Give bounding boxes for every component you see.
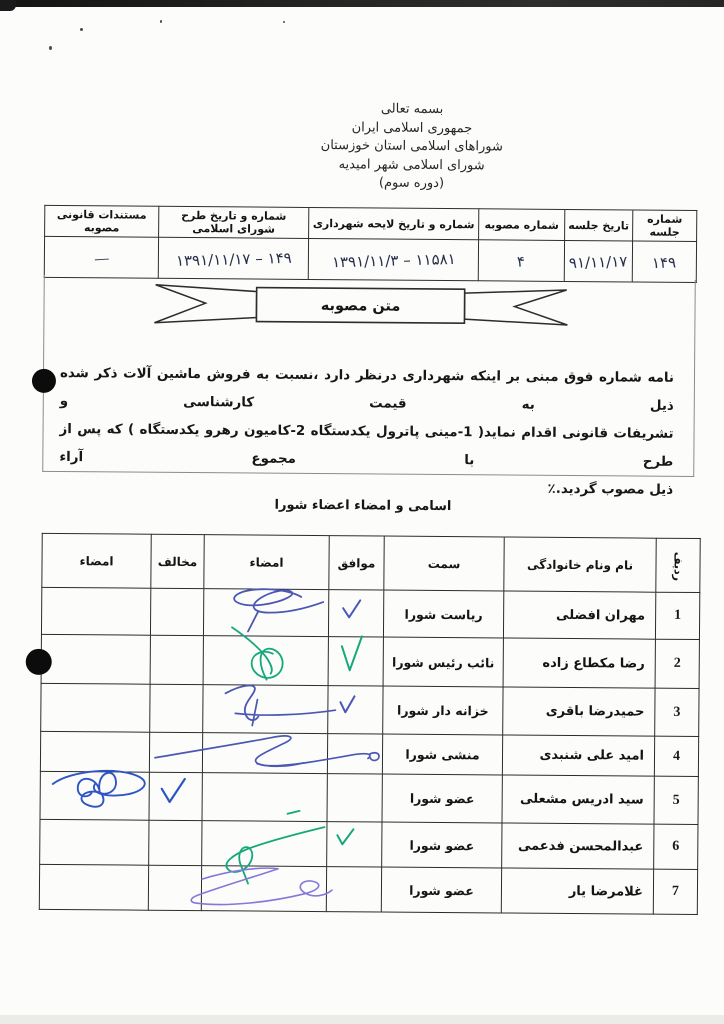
signature-disagree-cell [41,683,150,732]
letterhead-province-councils: شوراهای اسلامی استان خوزستان [320,138,503,155]
member-row-1 [41,587,699,639]
ribbon-left-tail [154,285,256,324]
member-position: عضو شورا [382,774,502,823]
members-signature-table [39,533,701,915]
header-disagree: مخالف [151,534,204,588]
member-position: عضو شورا [381,867,501,913]
header-full-name: نام ونام خانوادگی [504,537,656,592]
member-row-5 [40,771,698,824]
row-number: 5 [654,776,698,824]
member-row-6 [40,819,698,869]
handwritten-bill-no-date: ۱۱۵۸۱ – ۱۳۹۱/۱۱/۳ [331,249,456,271]
signature-disagree-cell [41,634,150,684]
member-position: منشی شورا [382,734,502,775]
header-signature-disagree: امضاء [42,533,151,588]
member-row-4 [40,731,698,776]
signature-disagree-cell [39,864,148,910]
agree-cell [328,686,383,734]
signature-disagree-cell [40,819,149,865]
agree-cell [327,774,382,822]
handwritten-plan-no-date: ۱۴۹ – ۱۳۹۱/۱۱/۱۷ [175,248,292,270]
signature-table-header-row [42,533,700,592]
member-name: مهران افضلی [503,591,655,639]
header-agree: موافق [329,536,384,590]
member-row-2 [41,634,699,688]
disagree-cell [150,635,203,684]
agree-cell [327,734,382,774]
resolution-title: متن مصوبه [320,298,401,315]
letterhead-city-council: شورای اسلامی شهر امیدیه [338,156,485,173]
header-signature-agree: امضاء [204,535,329,590]
disagree-cell [150,684,203,732]
signature-agree-cell [201,866,326,912]
disagree-cell [150,588,203,635]
member-name: رضا مکطاع زاده [503,638,655,688]
details-value-resolution-no [478,240,564,282]
resolution-text [59,360,674,505]
disagree-cell [148,865,201,910]
signature-disagree-cell [40,771,149,820]
signature-agree-cell [203,685,328,734]
member-position: ریاست شورا [383,590,503,638]
details-header-bill-no-date: شماره و تاریخ لایحه شهرداری [309,207,479,239]
handwritten-resolution-no: ۴ [517,252,526,271]
signatures-section-title: اسامی و امضاء اعضاء شورا [274,497,452,515]
details-header-session-no: شماره جلسه [633,210,697,242]
details-header-resolution-no: شماره مصوبه [479,209,565,241]
handwritten-session-date: ۹۱/۱۱/۱۷ [568,251,628,272]
row-number: 3 [655,688,699,736]
member-position: عضو شورا [382,822,502,868]
details-header-legal-docs: مستندات قانونی مصوبه [45,205,159,237]
member-name: غلامرضا یار [501,868,653,914]
signature-agree-cell [202,733,327,774]
resolution-text-line-2: تشریفات قانونی اقدام نماید( 1-مینی پاترول یکدستگاه 2-کامیون رهرو یکدستگاه ) که پس از طرح با مجموع آراء [59,422,674,470]
row-number: 7 [653,869,697,914]
details-header-plan-no-date: شماره و تاریخ طرح شورای اسلامی [159,206,309,238]
details-value-session-no [632,241,696,283]
agree-cell [328,637,383,686]
member-position: نائب رئیس شورا [383,637,503,687]
session-details-table [44,205,698,283]
member-name: سید ادریس مشعلی [502,775,654,824]
signature-agree-cell [202,773,327,822]
member-position: خزانه دار شورا [383,686,503,735]
member-name: عبدالمحسن فدعمی [502,823,654,869]
member-row-7 [39,864,697,914]
member-name: امید علی شنبدی [502,735,654,776]
details-header-row [45,205,697,241]
disagree-cell [149,732,202,772]
agree-cell [326,867,381,912]
letterhead-term: (دوره سوم) [378,175,445,192]
row-number: 1 [655,592,699,639]
letterhead [99,98,724,195]
signature-disagree-cell [40,731,149,772]
row-number: 4 [654,736,698,776]
resolution-text-line-3: ذیل مصوب گردید.٪ [547,481,674,498]
details-value-bill-no-date [308,238,478,280]
details-header-session-date: تاریخ جلسه [565,209,633,241]
signature-agree-cell [203,589,328,637]
member-row-3 [41,683,699,736]
row-number: 2 [655,639,699,688]
member-name: حمیدرضا باقری [503,687,655,736]
details-value-legal-docs [44,236,158,278]
disagree-cell [149,772,202,820]
disagree-cell [149,820,202,865]
handwritten-dash: ― [93,250,109,268]
resolution-text-line-1: نامه شماره فوق مبنی بر اینکه شهرداری درنظر دارد ،نسبت به فروش ماشین آلات ذکر شده ذیل به قیمت کارشناسی و [59,366,675,414]
row-number-label: ردیف [671,551,685,581]
details-value-plan-no-date [158,237,308,279]
signature-disagree-cell [41,587,150,635]
header-row-number [656,538,700,592]
letterhead-basmala: بسمه تعالی [380,101,444,118]
agree-cell [327,822,382,867]
details-value-session-date [564,240,632,282]
row-number: 6 [654,824,698,869]
handwritten-session-no: ۱۴۹ [652,252,677,272]
ribbon-right-tail [464,289,567,325]
agree-cell [328,590,383,637]
signature-agree-cell [202,821,327,867]
header-position: سمت [384,536,504,591]
letterhead-country: جمهوری اسلامی ایران [351,119,473,136]
signature-agree-cell [203,636,328,686]
